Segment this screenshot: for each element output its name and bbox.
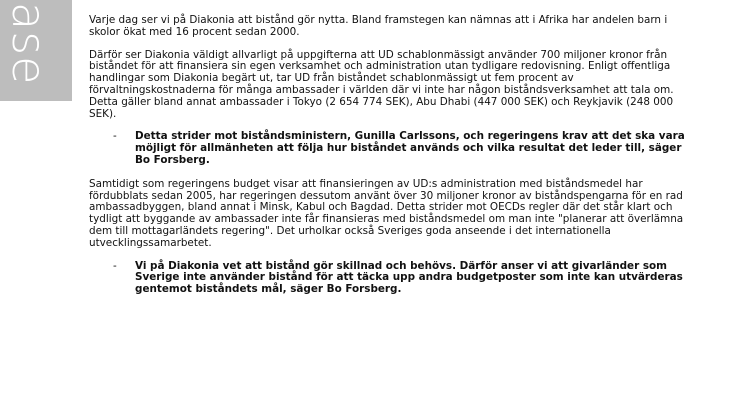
quote-bullet-1: [89, 131, 689, 166]
paragraph-ud-funding: Därför ser Diakonia väldigt allvarligt på uppgifterna att UD schablonmässigt använder 700 miljoner kronor från biståndet för att finansiera sin egen verksamhet och administration utan tydligare redovisning. Enligt offentliga handlingar som Diakonia begärt ut, tar UD från biståndet schablonmässigt ut fem procent av förvaltningskostnaderna för många ambassader i världen där vi inte har någon biståndsverksamhet att tala om. Detta gäller bland annat ambassader i Tokyo (2 654 774 SEK), Abu Dhabi (447 000 SEK) och Reykjavik (248 000 SEK).: [89, 48, 674, 120]
bullet-dash: -: [113, 259, 117, 272]
sidebar-decoration: [0, 0, 72, 101]
paragraph-intro: Varje dag ser vi på Diakonia att bistånd gör nytta. Bland framstegen kan nämnas att i Afrika har andelen barn i skolor ökat med 16 procent sedan 2000.: [89, 14, 668, 38]
quote-bullet-2: [89, 261, 689, 296]
press-release-body: [89, 15, 689, 308]
quote-text-1: Detta strider mot biståndsministern, Gunilla Carlssons, och regeringens krav att det ska vara möjligt för allmänheten att följa hur biståndet används och vilka resultat det leder till, säger Bo Forsberg.: [135, 130, 685, 166]
sidebar-label: ase: [2, 2, 56, 86]
bullet-dash: -: [113, 130, 117, 143]
paragraph-embassy-buildings: Samtidigt som regeringens budget visar att finansieringen av UD:s administration med biståndsmedel har fördubblats sedan 2005, har regeringen dessutom använt över 30 miljoner kronor av biståndspengarna för en rad ambassadbyggen, bland annat i Minsk, Kabul och Bagdad. Detta strider mot OECDs regler där det står klart och tydligt att byggande av ambassader inte får finansieras med biståndsmedel om man inte "planerar att överlämna dem till mottagarländets regering". Det urholkar också Sveriges goda anseende i det internationella utvecklingssamarbetet.: [89, 177, 684, 249]
quote-text-2: Vi på Diakonia vet att bistånd gör skillnad och behövs. Därför anser vi att givarländer som Sverige inte använder bistånd för att täcka upp andra budgetposter som inte kan utvärderas gentemot biståndets mål, säger Bo Forsberg.: [135, 259, 683, 296]
